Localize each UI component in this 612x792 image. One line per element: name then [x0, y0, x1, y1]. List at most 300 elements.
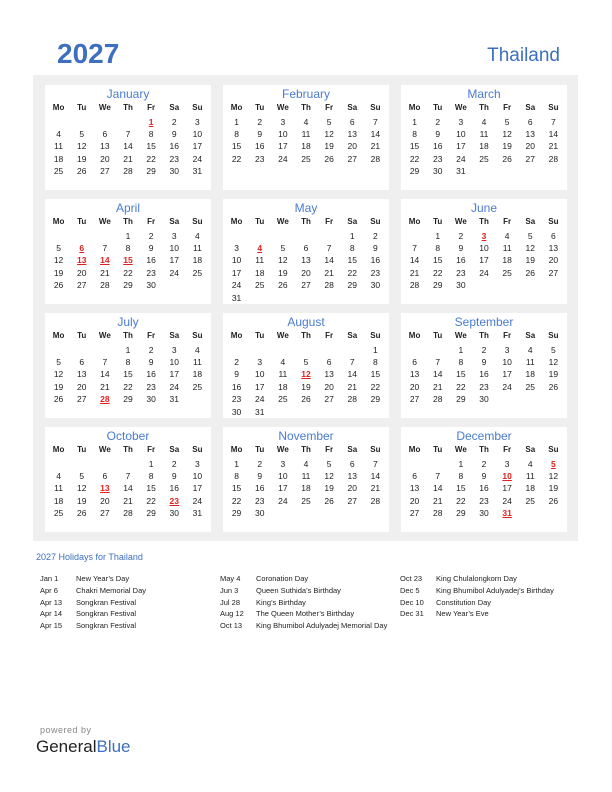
weekday-label: Th [479, 217, 489, 227]
date-cell: 9 [373, 242, 378, 253]
weekday-header [45, 216, 211, 228]
date-cell: 3 [280, 458, 286, 469]
date-cell: 3 [195, 116, 200, 127]
calendar-grid [33, 75, 578, 541]
week-row [45, 128, 211, 140]
weekday-header [223, 216, 389, 228]
date-cell: 7 [349, 356, 355, 367]
weekday-label: Tu [77, 445, 87, 455]
date-cell: 14 [432, 369, 443, 380]
week-row [401, 482, 567, 494]
date-cell: 21 [370, 141, 381, 152]
powered-by: powered by [40, 725, 92, 735]
date-cell: 9 [458, 242, 464, 253]
date-cell: 3 [504, 344, 510, 355]
date-cell: 17 [278, 483, 288, 494]
weekday-header [223, 330, 389, 342]
holiday-name: New Year’s Day [76, 574, 130, 583]
date-cell: 22 [432, 267, 443, 278]
date-cell: 7 [412, 242, 417, 253]
date-cell: 12 [525, 242, 535, 253]
week-row [223, 242, 389, 254]
date-cell: 29 [231, 508, 242, 519]
date-cell: 6 [551, 230, 556, 241]
holiday-name: Coronation Day [256, 574, 309, 583]
weekday-label: Su [370, 103, 381, 113]
week-row [223, 267, 389, 279]
date-cell: 28 [123, 508, 133, 519]
date-cell: 25 [301, 153, 311, 164]
week-row [401, 115, 567, 127]
date-cell: 16 [146, 369, 156, 380]
week-row [401, 267, 567, 279]
date-cell: 10 [502, 356, 512, 367]
weekday-label: Su [192, 217, 203, 227]
holiday-name: Songkran Festival [76, 597, 137, 607]
week-row [45, 507, 211, 519]
week-row [401, 140, 567, 152]
date-cell: 17 [192, 483, 203, 494]
week-row [401, 381, 567, 393]
month-title: May [294, 201, 318, 215]
weekday-label: Sa [525, 331, 536, 341]
date-cell: 27 [347, 153, 357, 164]
date-cell: 22 [123, 381, 133, 392]
date-cell: 28 [100, 280, 110, 291]
date-cell: 24 [502, 381, 512, 392]
date-cell: 6 [412, 356, 417, 367]
date-cell: 5 [527, 230, 533, 241]
date-cell: 1 [125, 344, 131, 355]
date-cell: 8 [349, 242, 355, 253]
week-row [223, 128, 389, 140]
month-april [45, 199, 211, 304]
weekday-label: Sa [347, 103, 358, 113]
weekday-label: Th [123, 445, 133, 455]
date-cell: 27 [347, 495, 357, 506]
date-cell: 1 [234, 458, 239, 469]
weekday-label: Mo [230, 217, 243, 227]
date-cell: 23 [254, 153, 265, 164]
weekday-label: Su [192, 331, 203, 341]
week-row [223, 482, 389, 494]
date-cell: 24 [278, 495, 288, 506]
date-cell: 24 [192, 495, 203, 506]
date-cell: 2 [171, 116, 177, 127]
weekday-label: Th [479, 331, 489, 341]
holiday-date: 14 [100, 255, 110, 266]
date-cell: 29 [409, 166, 420, 177]
date-cell: 16 [432, 141, 443, 152]
date-cell: 21 [432, 381, 443, 392]
date-cell: 27 [100, 166, 110, 177]
date-cell: 27 [76, 280, 87, 291]
date-cell: 12 [548, 470, 559, 481]
date-cell: 2 [481, 344, 487, 355]
weekday-label: Sa [525, 103, 536, 113]
date-cell: 19 [76, 495, 87, 506]
date-cell: 11 [193, 356, 202, 367]
date-cell: 3 [458, 116, 464, 127]
date-cell: 18 [192, 255, 203, 266]
week-row [401, 343, 567, 355]
date-cell: 8 [458, 470, 464, 481]
weekday-label: Su [548, 217, 559, 227]
weekday-label: We [454, 331, 467, 341]
date-cell: 9 [148, 242, 154, 253]
month-february [223, 85, 389, 190]
week-row [45, 115, 211, 127]
weekday-label: Fr [503, 445, 512, 455]
weekday-label: Fr [325, 217, 334, 227]
date-cell: 7 [125, 470, 131, 481]
date-cell: 26 [324, 495, 334, 506]
date-cell: 26 [53, 394, 64, 405]
date-cell: 19 [502, 141, 512, 152]
week-row [45, 393, 211, 405]
date-cell: 23 [479, 381, 489, 392]
date-cell: 15 [370, 369, 381, 380]
date-cell: 10 [169, 242, 179, 253]
holiday-date: 4 [257, 242, 263, 253]
weekday-label: We [276, 445, 289, 455]
holiday-name: Songkran Festival [76, 621, 137, 631]
date-cell: 26 [53, 280, 64, 291]
date-cell: 11 [525, 356, 535, 367]
date-cell: 16 [169, 141, 179, 152]
date-cell: 25 [192, 381, 203, 392]
weekday-label: We [276, 331, 289, 341]
date-cell: 11 [301, 470, 311, 481]
date-cell: 4 [280, 356, 286, 367]
generalblue-logo [36, 737, 131, 757]
holiday-item [220, 585, 400, 597]
date-cell: 11 [193, 242, 202, 253]
weekday-label: Mo [230, 445, 243, 455]
date-cell: 17 [254, 381, 265, 392]
date-cell: 29 [146, 166, 156, 177]
date-cell: 13 [525, 128, 535, 139]
date-cell: 4 [527, 458, 533, 469]
weekday-label: Tu [77, 331, 87, 341]
weekday-label: Su [192, 103, 203, 113]
weekday-label: Tu [433, 217, 443, 227]
date-cell: 21 [123, 495, 133, 506]
date-cell: 31 [192, 166, 203, 177]
date-cell: 17 [192, 141, 203, 152]
week-row [45, 368, 211, 380]
date-cell: 24 [231, 280, 242, 291]
date-cell: 27 [100, 508, 110, 519]
month-title: January [106, 87, 150, 101]
date-cell: 22 [347, 267, 357, 278]
date-cell: 30 [146, 280, 156, 291]
date-cell: 24 [169, 381, 179, 392]
date-cell: 14 [370, 470, 381, 481]
date-cell: 1 [458, 458, 464, 469]
date-cell: 19 [278, 267, 288, 278]
date-cell: 5 [79, 128, 85, 139]
date-cell: 17 [479, 255, 489, 266]
weekday-label: Sa [169, 445, 180, 455]
date-cell: 15 [456, 369, 466, 380]
date-cell: 31 [231, 292, 242, 303]
date-cell: 24 [456, 153, 466, 164]
month-title: April [115, 201, 140, 215]
weekday-label: Fr [503, 331, 512, 341]
holiday-date: 1 [148, 116, 154, 127]
date-cell: 26 [502, 153, 512, 164]
date-cell: 26 [324, 153, 334, 164]
holiday-date: 15 [123, 255, 133, 266]
date-cell: 1 [373, 344, 378, 355]
weekday-label: Su [370, 445, 381, 455]
date-cell: 16 [169, 483, 179, 494]
weekday-header [401, 330, 567, 342]
weekday-label: Mo [52, 103, 65, 113]
holiday-date-label: Apr 14 [40, 609, 63, 619]
weekday-label: Mo [408, 331, 421, 341]
date-cell: 1 [435, 230, 441, 241]
date-cell: 1 [125, 230, 131, 241]
date-cell: 23 [456, 267, 466, 278]
weekday-label: Fr [147, 103, 156, 113]
date-cell: 18 [278, 381, 288, 392]
holiday-name: King Bhumibol Adulyadej’s Birthday [436, 585, 554, 595]
holiday-name: King Chulalongkorn Day [436, 574, 517, 583]
weekday-header [45, 444, 211, 456]
holiday-date-label: Apr 15 [40, 621, 63, 631]
country-title: Thailand [487, 45, 560, 66]
holiday-name: New Year’s Eve [436, 609, 489, 619]
weekday-label: Th [301, 331, 311, 341]
date-cell: 1 [148, 458, 154, 469]
date-cell: 4 [195, 344, 200, 355]
week-row [401, 393, 567, 405]
date-cell: 9 [257, 128, 263, 139]
date-cell: 25 [525, 495, 535, 506]
week-row [223, 115, 389, 127]
date-cell: 19 [53, 381, 64, 392]
date-cell: 12 [76, 483, 87, 494]
month-title: September [454, 315, 514, 329]
date-cell: 9 [171, 470, 177, 481]
date-cell: 6 [349, 116, 355, 127]
weekday-label: Mo [52, 445, 65, 455]
holiday-item [40, 573, 220, 585]
date-cell: 5 [280, 242, 286, 253]
date-cell: 25 [192, 267, 203, 278]
date-cell: 21 [347, 381, 357, 392]
date-cell: 6 [326, 356, 332, 367]
week-row [401, 242, 567, 254]
date-cell: 14 [548, 128, 559, 139]
date-cell: 24 [278, 153, 288, 164]
date-cell: 19 [76, 153, 87, 164]
date-cell: 23 [146, 381, 156, 392]
holiday-date-label: Dec 10 [400, 597, 424, 607]
date-cell: 23 [169, 153, 179, 164]
date-cell: 28 [409, 280, 420, 291]
date-cell: 23 [146, 267, 156, 278]
weekday-label: Fr [147, 445, 156, 455]
month-august [223, 313, 389, 418]
holiday-name: King’s Birthday [256, 597, 306, 607]
date-cell: 15 [456, 483, 466, 494]
weekday-label: Mo [408, 103, 421, 113]
date-cell: 20 [347, 483, 357, 494]
date-cell: 10 [231, 255, 242, 266]
date-cell: 27 [324, 394, 334, 405]
weekday-label: Th [301, 217, 311, 227]
date-cell: 25 [525, 381, 535, 392]
weekday-label: Sa [525, 445, 536, 455]
week-row [45, 229, 211, 241]
date-cell: 11 [479, 128, 489, 139]
date-cell: 8 [148, 128, 154, 139]
date-cell: 29 [456, 394, 466, 405]
date-cell: 17 [169, 255, 179, 266]
date-cell: 17 [456, 141, 466, 152]
date-cell: 16 [479, 369, 489, 380]
date-cell: 6 [527, 116, 533, 127]
date-cell: 18 [53, 495, 64, 506]
weekday-label: Su [548, 445, 559, 455]
week-row [401, 254, 567, 266]
date-cell: 14 [370, 128, 381, 139]
date-cell: 30 [146, 394, 156, 405]
date-cell: 1 [458, 344, 464, 355]
date-cell: 30 [479, 508, 489, 519]
weekday-header [45, 330, 211, 342]
year-title: 2027 [57, 38, 120, 69]
date-cell: 5 [504, 116, 510, 127]
date-cell: 3 [504, 458, 510, 469]
week-row [223, 393, 389, 405]
date-cell: 23 [370, 267, 381, 278]
date-cell: 7 [435, 356, 441, 367]
date-cell: 12 [324, 470, 334, 481]
date-cell: 25 [278, 394, 288, 405]
date-cell: 23 [479, 495, 489, 506]
date-cell: 14 [324, 255, 334, 266]
date-cell: 7 [551, 116, 556, 127]
week-row [223, 405, 389, 417]
date-cell: 16 [146, 255, 156, 266]
date-cell: 21 [409, 267, 420, 278]
date-cell: 23 [432, 153, 443, 164]
week-row [223, 507, 389, 519]
date-cell: 12 [76, 141, 87, 152]
date-cell: 5 [79, 470, 85, 481]
holiday-date: 31 [502, 508, 512, 519]
week-row [45, 254, 211, 266]
week-row [45, 140, 211, 152]
date-cell: 14 [409, 255, 420, 266]
date-cell: 25 [301, 495, 311, 506]
date-cell: 7 [435, 470, 441, 481]
holiday-item [40, 597, 220, 609]
date-cell: 20 [324, 381, 334, 392]
date-cell: 6 [102, 128, 108, 139]
month-title: June [470, 201, 498, 215]
date-cell: 18 [192, 369, 203, 380]
date-cell: 17 [502, 369, 512, 380]
holiday-date: 13 [76, 255, 87, 266]
date-cell: 20 [100, 153, 110, 164]
holiday-item [40, 620, 220, 632]
week-row [401, 368, 567, 380]
holiday-date-label: Jan 1 [40, 574, 59, 583]
holiday-date: 13 [100, 483, 110, 494]
holiday-item [400, 585, 580, 597]
date-cell: 3 [280, 116, 286, 127]
date-cell: 18 [525, 369, 535, 380]
weekday-label: Th [479, 103, 489, 113]
date-cell: 12 [53, 255, 64, 266]
week-row [223, 381, 389, 393]
holiday-item [40, 585, 220, 597]
date-cell: 9 [481, 356, 487, 367]
date-cell: 7 [125, 128, 131, 139]
date-cell: 5 [326, 458, 332, 469]
date-cell: 1 [234, 116, 239, 127]
date-cell: 8 [373, 356, 378, 367]
weekday-label: Fr [147, 331, 156, 341]
date-cell: 6 [79, 356, 85, 367]
date-cell: 25 [53, 508, 64, 519]
date-cell: 6 [102, 470, 108, 481]
week-row [45, 165, 211, 177]
holiday-item [220, 608, 400, 620]
weekday-label: Sa [525, 217, 536, 227]
holiday-date-label: Oct 23 [400, 574, 423, 583]
date-cell: 21 [100, 381, 110, 392]
date-cell: 19 [324, 483, 334, 494]
date-cell: 16 [231, 381, 242, 392]
weekday-label: Su [370, 217, 381, 227]
date-cell: 13 [409, 369, 420, 380]
date-cell: 29 [432, 280, 443, 291]
date-cell: 10 [456, 128, 466, 139]
date-cell: 26 [548, 495, 559, 506]
weekday-label: Fr [503, 103, 512, 113]
date-cell: 25 [502, 267, 512, 278]
date-cell: 2 [234, 356, 239, 367]
weekday-header [223, 102, 389, 114]
date-cell: 1 [412, 116, 417, 127]
month-title: October [106, 429, 150, 443]
holiday-date: 10 [502, 470, 512, 481]
date-cell: 14 [432, 483, 443, 494]
weekday-label: Tu [433, 445, 443, 455]
weekday-label: Sa [347, 217, 358, 227]
date-cell: 15 [409, 141, 420, 152]
date-cell: 4 [303, 116, 309, 127]
date-cell: 14 [123, 483, 133, 494]
holiday-date-label: May 4 [220, 574, 241, 583]
week-row [45, 267, 211, 279]
date-cell: 16 [456, 255, 466, 266]
weekday-label: Fr [503, 217, 512, 227]
weekday-label: We [98, 103, 111, 113]
date-cell: 26 [76, 508, 87, 519]
date-cell: 28 [548, 153, 559, 164]
date-cell: 26 [76, 166, 87, 177]
week-row [223, 495, 389, 507]
date-cell: 14 [123, 141, 133, 152]
date-cell: 8 [234, 128, 239, 139]
